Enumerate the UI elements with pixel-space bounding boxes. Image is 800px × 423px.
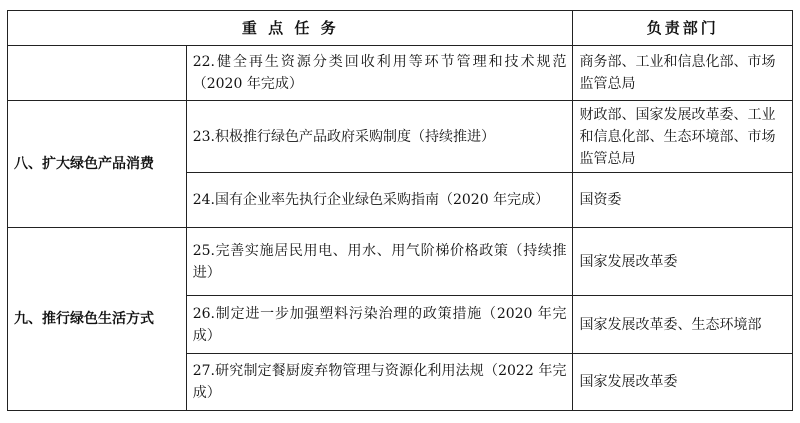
task-cell: 22.健全再生资源分类回收利用等环节管理和技术规范（2020 年完成） xyxy=(186,46,573,101)
header-tasks: 重 点 任 务 xyxy=(8,11,573,46)
task-cell: 25.完善实施居民用电、用水、用气阶梯价格政策（持续推进） xyxy=(186,228,573,296)
task-table xyxy=(7,10,793,411)
task-cell: 23.积极推行绿色产品政府采购制度（持续推进） xyxy=(186,101,573,173)
category-cell: 八、扩大绿色产品消费 xyxy=(8,101,187,228)
table-row xyxy=(8,46,793,101)
header-dept: 负责部门 xyxy=(573,11,793,46)
task-cell: 26.制定进一步加强塑料污染治理的政策措施（2020 年完成） xyxy=(186,296,573,354)
task-cell: 27.研究制定餐厨废弃物管理与资源化利用法规（2022 年完成） xyxy=(186,354,573,411)
dept-cell: 国家发展改革委 xyxy=(573,354,793,411)
category-cell xyxy=(8,46,187,101)
table-row xyxy=(8,101,793,173)
header-row xyxy=(8,11,793,46)
dept-cell: 国资委 xyxy=(573,173,793,228)
dept-cell: 国家发展改革委 xyxy=(573,228,793,296)
dept-cell: 财政部、国家发展改革委、工业和信息化部、生态环境部、市场监管总局 xyxy=(573,101,793,173)
task-cell: 24.国有企业率先执行企业绿色采购指南（2020 年完成） xyxy=(186,173,573,228)
dept-cell: 国家发展改革委、生态环境部 xyxy=(573,296,793,354)
category-cell: 九、推行绿色生活方式 xyxy=(8,228,187,411)
dept-cell: 商务部、工业和信息化部、市场监管总局 xyxy=(573,46,793,101)
table-row xyxy=(8,228,793,296)
